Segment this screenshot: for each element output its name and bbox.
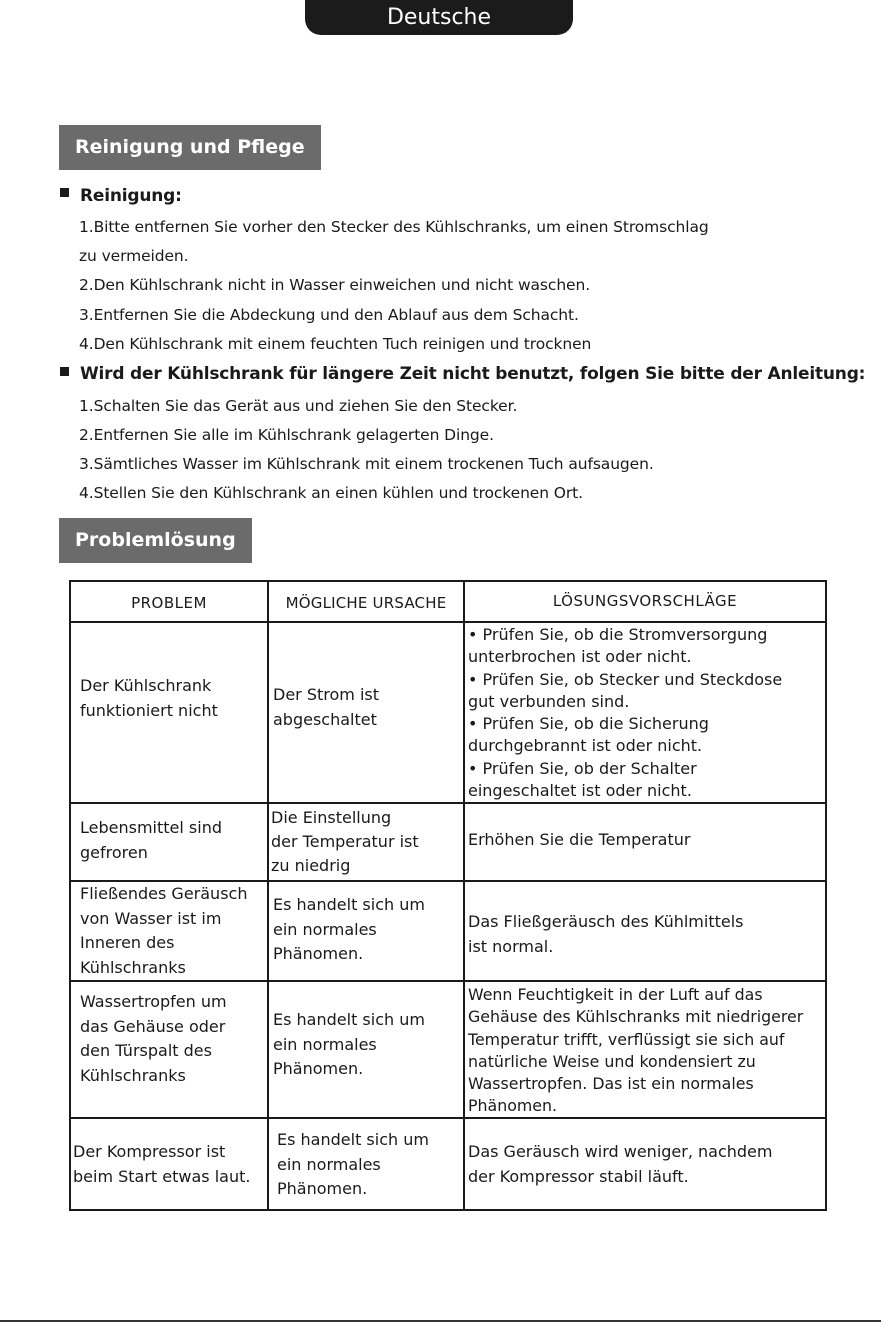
- page-bottom-edge: [0, 1320, 881, 1322]
- problem-cell: Fließendes Geräusch von Wasser ist im Inneren des Kühlschranks: [80, 884, 248, 977]
- language-tab: Deutsche: [305, 0, 573, 35]
- problem-cell: Der Kühlschrank funktioniert nicht: [80, 676, 218, 720]
- table-border: [463, 580, 465, 1211]
- solution-cell: Das Geräusch wird weniger, nachdem der Kompressor stabil läuft.: [468, 1142, 773, 1186]
- table-border: [69, 621, 827, 623]
- header-solution: LÖSUNGSVORSCHLÄGE: [552, 592, 738, 610]
- instruction-line: zu vermeiden.: [79, 247, 189, 265]
- heading-cleaning: Reinigung:: [80, 186, 182, 206]
- cause-cell: Der Strom ist abgeschaltet: [273, 685, 379, 729]
- section-title-troubleshooting: Problemlösung: [59, 518, 252, 563]
- cause-cell: Die Einstellung der Temperatur ist zu niedrig: [271, 808, 419, 875]
- instruction-line: 1.Bitte entfernen Sie vorher den Stecker des Kühlschranks, um einen Stromschlag: [79, 218, 709, 236]
- table-border: [267, 580, 269, 1211]
- solution-cell: Wenn Feuchtigkeit in der Luft auf das Gehäuse des Kühlschranks mit niedrigerer Temperatur trifft, verflüssigt sie sich auf natürliche Weise und kondensiert zu Wassertropfen. Das ist ein normales Phänomen.: [468, 985, 804, 1116]
- instruction-line: 2.Den Kühlschrank nicht in Wasser einweichen und nicht waschen.: [79, 276, 591, 294]
- instruction-line: 3.Sämtliches Wasser im Kühlschrank mit einem trockenen Tuch aufsaugen.: [79, 455, 654, 473]
- cause-cell: Es handelt sich um ein normales Phänomen.: [273, 1010, 425, 1078]
- table-border: [69, 1209, 827, 1211]
- instruction-line: 2.Entfernen Sie alle im Kühlschrank gelagerten Dinge.: [79, 426, 494, 444]
- solution-cell: • Prüfen Sie, ob die Stromversorgung unterbrochen ist oder nicht. • Prüfen Sie, ob Stecker und Steckdose gut verbunden sind. • Prüfen Sie, ob die Sicherung durchgebrannt ist oder nicht. • Prüfen Sie, ob der Schalter eingeschaltet ist oder nicht.: [468, 625, 783, 801]
- table-border: [69, 980, 827, 982]
- problem-cell: Der Kompressor ist beim Start etwas laut.: [73, 1142, 251, 1186]
- problem-cell: Lebensmittel sind gefroren: [80, 818, 222, 862]
- instruction-line: 4.Den Kühlschrank mit einem feuchten Tuch reinigen und trocknen: [79, 335, 592, 353]
- problem-cell: Wassertropfen um das Gehäuse oder den Türspalt des Kühlschranks: [80, 992, 227, 1085]
- bullet-marker: [60, 367, 69, 376]
- table-border: [825, 580, 827, 1211]
- section-title-cleaning: Reinigung und Pflege: [59, 125, 321, 170]
- header-problem: PROBLEM: [131, 594, 207, 612]
- instruction-line: 3.Entfernen Sie die Abdeckung und den Ablauf aus dem Schacht.: [79, 306, 579, 324]
- cause-cell: Es handelt sich um ein normales Phänomen.: [277, 1130, 429, 1198]
- solution-cell: Erhöhen Sie die Temperatur: [468, 830, 691, 849]
- bullet-marker: [60, 188, 69, 197]
- solution-cell: Das Fließgeräusch des Kühlmittels ist normal.: [468, 912, 744, 956]
- instruction-line: 4.Stellen Sie den Kühlschrank an einen kühlen und trockenen Ort.: [79, 484, 583, 502]
- cause-cell: Es handelt sich um ein normales Phänomen.: [273, 895, 425, 963]
- heading-storage: Wird der Kühlschrank für längere Zeit nicht benutzt, folgen Sie bitte der Anleitung:: [80, 364, 866, 384]
- table-border: [69, 580, 827, 582]
- header-cause: MÖGLICHE URSACHE: [285, 594, 447, 612]
- instruction-line: 1.Schalten Sie das Gerät aus und ziehen Sie den Stecker.: [79, 397, 518, 415]
- table-border: [69, 580, 71, 1211]
